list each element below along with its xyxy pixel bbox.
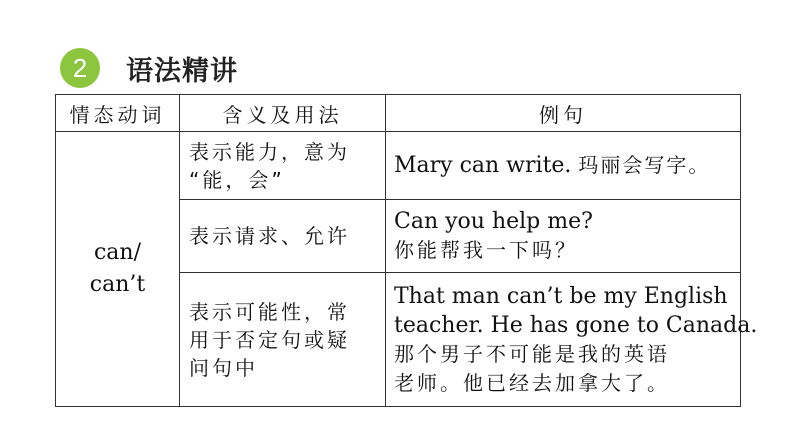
meaning-line: 问句中 xyxy=(189,355,258,380)
meaning-line: 用于否定句或疑 xyxy=(189,327,350,352)
meaning-line: “能，会” xyxy=(189,167,285,192)
example-cell xyxy=(386,200,741,273)
table-header-row xyxy=(56,95,741,132)
meaning-line: 表示能力，意为 xyxy=(189,139,350,164)
meaning-cell xyxy=(180,273,386,407)
header-meaning: 含义及用法 xyxy=(180,95,386,132)
meaning-cell xyxy=(180,200,386,273)
example-chinese: 老师。他已经去加拿大了。 xyxy=(394,370,670,395)
example-cell xyxy=(386,273,758,407)
meaning-line: 表示可能性，常 xyxy=(189,299,350,324)
table-row xyxy=(56,132,741,200)
modal-verb-line: can’t xyxy=(89,272,146,297)
meaning-line: 表示请求、允许 xyxy=(189,224,350,248)
example-english: Mary can write. xyxy=(394,153,572,178)
example-chinese: 玛丽会写字。 xyxy=(578,153,711,177)
example-chinese: 那个男子不可能是我的英语 xyxy=(394,341,670,366)
meaning-cell xyxy=(180,132,386,200)
grammar-table xyxy=(55,94,758,407)
section-header xyxy=(60,46,238,90)
example-english: teacher. He has gone to Canada. xyxy=(394,312,758,338)
modal-verb-line: can/ xyxy=(93,240,142,265)
section-title: 语法精讲 xyxy=(126,55,238,87)
example-chinese: 你能帮我一下吗？ xyxy=(394,238,578,262)
example-english: That man can’t be my English xyxy=(394,283,728,309)
section-number-badge: 2 xyxy=(60,48,100,88)
example-cell xyxy=(386,132,741,200)
modal-verb-cell xyxy=(56,132,180,407)
header-modal-verb: 情态动词 xyxy=(56,95,180,132)
header-example: 例句 xyxy=(386,95,741,132)
example-english: Can you help me? xyxy=(394,209,593,234)
